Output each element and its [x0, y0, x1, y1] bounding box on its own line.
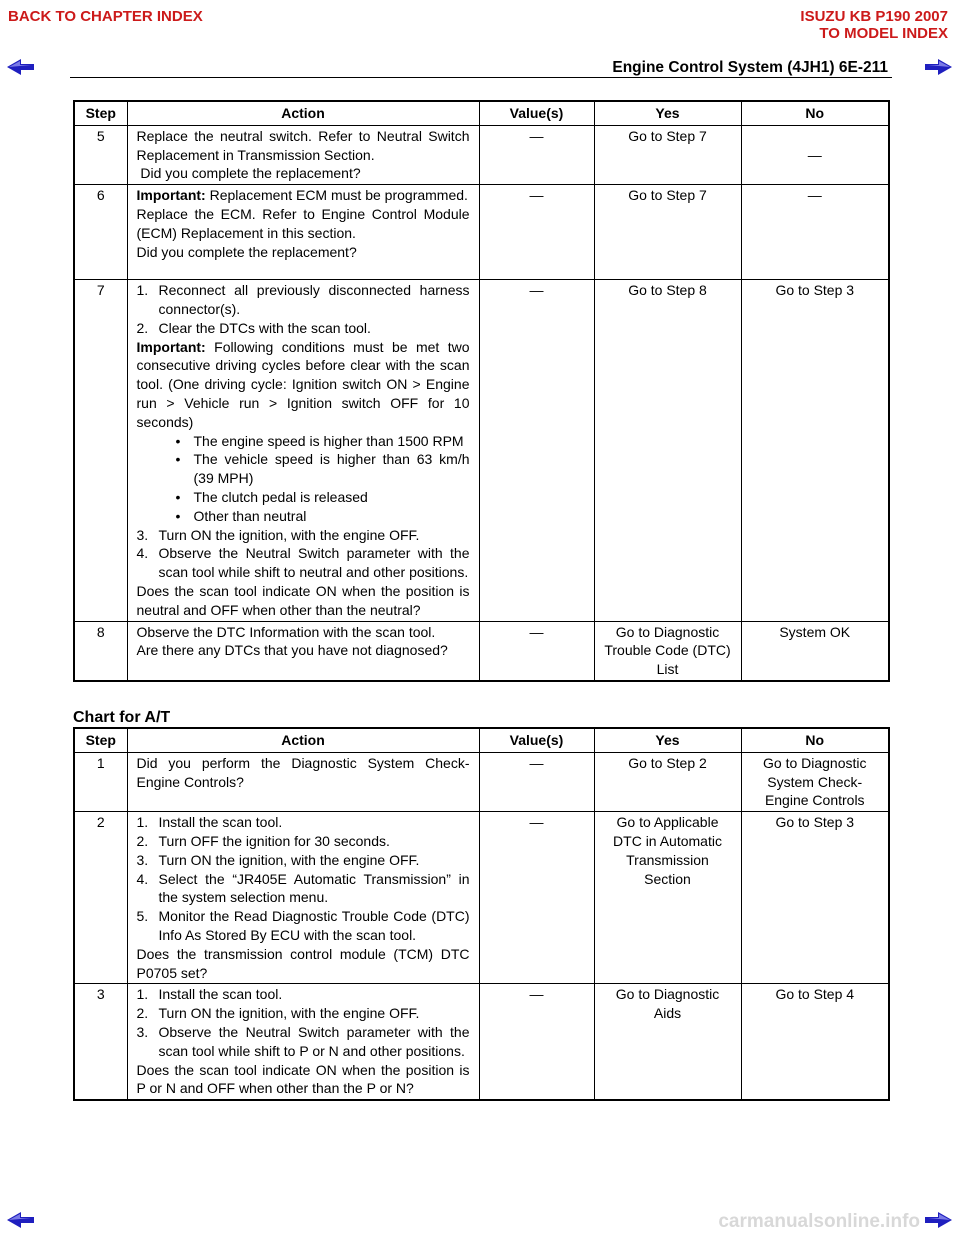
bullet-text: Other than neutral: [193, 507, 307, 524]
value-cell: —: [479, 185, 594, 280]
bullet-item: [137, 507, 470, 526]
list-item: [137, 851, 470, 870]
next-page-arrow-icon[interactable]: [924, 1211, 952, 1229]
step-number: 7: [74, 280, 127, 621]
step-number: 8: [74, 621, 127, 681]
yes-cell: Go to Step 7: [594, 125, 741, 184]
bullet-text: The engine speed is higher than 1500 RPM: [193, 432, 464, 449]
model-title-link[interactable]: ISUZU KB P190 2007: [800, 8, 948, 25]
list-number: 4.: [136, 545, 149, 562]
no-cell: —: [741, 185, 889, 280]
bullet-text: The vehicle speed is higher than 63 km/h (39 MPH): [193, 451, 470, 487]
action-question: Does the scan tool indicate ON when the position is P or N and OFF when other than the P or N?: [136, 1061, 470, 1097]
list-text: Observe the Neutral Switch parameter with the scan tool while shift to neutral and other positions.: [158, 545, 470, 581]
header-yes: Yes: [594, 101, 741, 125]
header-action: Action: [127, 728, 479, 752]
yes-cell: Go to Step 7: [594, 185, 741, 280]
important-text: Replacement ECM must be programmed.: [205, 187, 468, 204]
list-item: [137, 907, 470, 945]
yes-cell: Go to Step 2: [594, 752, 741, 811]
list-text: Turn OFF the ignition for 30 seconds.: [158, 832, 390, 849]
important-label: Important:: [136, 187, 206, 204]
list-text: Reconnect all previously disconnected harness connector(s).: [158, 282, 470, 317]
list-number: 3.: [136, 851, 149, 868]
list-number: 2.: [136, 1005, 149, 1022]
value-cell: —: [479, 752, 594, 811]
no-cell: Go to Step 3: [741, 812, 889, 984]
action-cell: [127, 125, 479, 184]
list-number: 2.: [136, 319, 149, 336]
bullet-icon: •: [175, 451, 181, 468]
step-number: 2: [74, 812, 127, 984]
header-no: No: [741, 101, 889, 125]
table-row: [74, 280, 889, 621]
table-row: [74, 984, 889, 1100]
diagnostic-table-2: [73, 727, 890, 1101]
action-question: Did you complete the replacement?: [136, 243, 357, 260]
table-header-row: [74, 728, 889, 752]
list-number: 1.: [136, 814, 149, 831]
list-text: Install the scan tool.: [158, 986, 283, 1003]
list-text: Clear the DTCs with the scan tool.: [158, 319, 371, 336]
header-values: Value(s): [479, 728, 594, 752]
previous-page-arrow-icon[interactable]: [7, 58, 35, 76]
list-item: [137, 319, 470, 338]
list-item: [137, 813, 470, 832]
bullet-icon: •: [175, 507, 181, 524]
list-number: 1.: [136, 282, 149, 299]
important-label: Important:: [136, 338, 206, 355]
action-cell: [127, 185, 479, 280]
list-item: [137, 985, 470, 1004]
back-to-chapter-index-link[interactable]: BACK TO CHAPTER INDEX: [8, 8, 203, 25]
list-number: 3.: [136, 1023, 149, 1040]
action-question: Are there any DTCs that you have not diagnosed?: [136, 642, 448, 659]
value-cell: —: [479, 280, 594, 621]
table-row: [74, 125, 889, 184]
action-question: Does the transmission control module (TCM) DTC P0705 set?: [136, 945, 470, 981]
bullet-text: The clutch pedal is released: [193, 488, 368, 505]
list-item: [137, 870, 470, 908]
no-cell: Go to Step 4: [741, 984, 889, 1100]
list-text: Install the scan tool.: [158, 814, 283, 831]
bullet-item: [137, 488, 470, 507]
header-rule: [70, 77, 892, 78]
list-item: [137, 544, 470, 582]
table-row: [74, 621, 889, 681]
list-text: Observe the Neutral Switch parameter with the scan tool while shift to P or N and other positions.: [158, 1023, 470, 1059]
action-cell: [127, 280, 479, 621]
to-model-index-link[interactable]: TO MODEL INDEX: [819, 25, 948, 42]
action-cell: [127, 812, 479, 984]
bullet-item: [137, 450, 470, 488]
action-text: Observe the DTC Information with the scan tool.: [136, 623, 436, 640]
action-cell: [127, 621, 479, 681]
header-yes: Yes: [594, 728, 741, 752]
list-item: [137, 1004, 470, 1023]
bullet-icon: •: [175, 432, 181, 449]
action-text: Replace the ECM. Refer to Engine Control Module (ECM) Replacement in this section.: [136, 205, 470, 241]
list-text: Turn ON the ignition, with the engine OFF.: [158, 526, 420, 543]
list-text: Turn ON the ignition, with the engine OFF.: [158, 851, 420, 868]
step-number: 5: [74, 125, 127, 184]
action-question: Did you complete the replacement?: [136, 165, 361, 182]
list-text: Turn ON the ignition, with the engine OFF.: [158, 1005, 420, 1022]
next-page-arrow-icon[interactable]: [924, 58, 952, 76]
page-header-title: Engine Control System (4JH1) 6E-211: [612, 59, 888, 76]
header-action: Action: [127, 101, 479, 125]
list-number: 4.: [136, 870, 149, 887]
section-title: Chart for A/T: [73, 709, 171, 726]
list-number: 3.: [136, 526, 149, 543]
header-step: Step: [74, 728, 127, 752]
diagnostic-table-1: [73, 100, 890, 682]
list-text: Monitor the Read Diagnostic Trouble Code (DTC) Info As Stored By ECU with the scan tool.: [158, 908, 470, 943]
no-cell: —: [741, 125, 889, 184]
header-values: Value(s): [479, 101, 594, 125]
table-row: [74, 752, 889, 811]
action-question: Did you perform the Diagnostic System Check-Engine Controls?: [136, 754, 470, 790]
action-cell: [127, 984, 479, 1100]
yes-cell: Go to Diagnostic Trouble Code (DTC) List: [594, 621, 741, 681]
value-cell: —: [479, 984, 594, 1100]
action-cell: [127, 752, 479, 811]
list-number: 2.: [136, 832, 149, 849]
important-text: Following conditions must be met two consecutive driving cycles before clear with the scan tool. (One driving cycle: Ignition switch ON > Engine run > Vehicle run > Ignition switch OFF for 10 seconds): [136, 338, 470, 430]
value-cell: —: [479, 812, 594, 984]
value-cell: —: [479, 621, 594, 681]
value-cell: —: [479, 125, 594, 184]
step-number: 1: [74, 752, 127, 811]
no-cell: System OK: [741, 621, 889, 681]
action-text: Replace the neutral switch. Refer to Neutral Switch Replacement in Transmission Section.: [136, 127, 470, 163]
list-item: [137, 1023, 470, 1061]
model-nav[interactable]: [800, 8, 948, 42]
bullet-item: [137, 432, 470, 451]
list-number: 5.: [136, 908, 149, 925]
header-no: No: [741, 728, 889, 752]
footer-watermark: carmanualsonline.info: [718, 1211, 920, 1232]
table-row: [74, 812, 889, 984]
previous-page-arrow-icon[interactable]: [7, 1211, 35, 1229]
bullet-icon: •: [175, 488, 181, 505]
table-header-row: [74, 101, 889, 125]
list-item: [137, 832, 470, 851]
action-question: Does the scan tool indicate ON when the position is neutral and OFF when other than the neutral?: [136, 582, 470, 618]
yes-cell: Go to Step 8: [594, 280, 741, 621]
important-note: [137, 186, 470, 205]
table-row: [74, 185, 889, 280]
header-step: Step: [74, 101, 127, 125]
yes-cell: Go to Applicable DTC in Automatic Transmission Section: [594, 812, 741, 984]
list-text: Select the “JR405E Automatic Transmission” in the system selection menu.: [158, 870, 470, 906]
list-item: [137, 281, 470, 319]
list-number: 1.: [136, 986, 149, 1003]
yes-cell: Go to Diagnostic Aids: [594, 984, 741, 1100]
important-note: [137, 338, 470, 432]
no-cell: Go to Diagnostic System Check-Engine Controls: [741, 752, 889, 811]
step-number: 6: [74, 185, 127, 280]
list-item: [137, 526, 470, 545]
step-number: 3: [74, 984, 127, 1100]
no-cell: Go to Step 3: [741, 280, 889, 621]
